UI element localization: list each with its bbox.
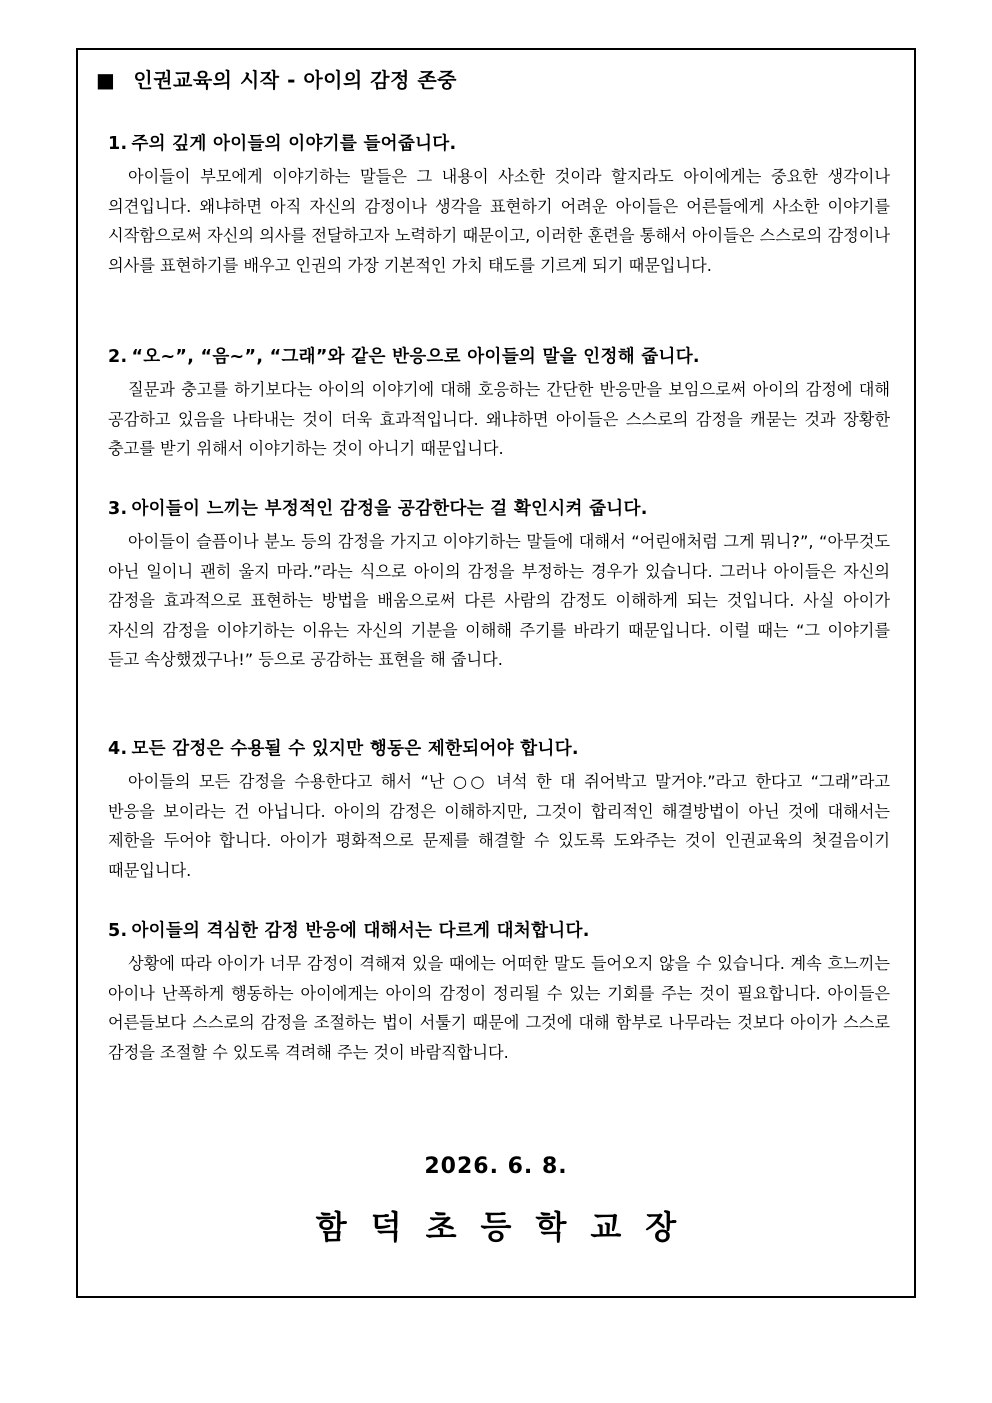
section-body: 질문과 충고를 하기보다는 아이의 이야기에 대해 호응하는 간단한 반응만을 보임으로써 아이의 감정에 대해 공감하고 있음을 나타내는 것이 더욱 효과적입니다. 왜냐하면 아이들은 스스로의 감정을 캐묻는 것과 장황한 충고를 받기 위해서 이야기하는 것이 아니기 때문입니다. (108, 380, 890, 458)
section-body: 아이들이 슬픔이나 분노 등의 감정을 가지고 이야기하는 말들에 대해서 “어린애처럼 그게 뭐니?”, “아무것도 아닌 일이니 괜히 울지 마라.”라는 식으로 아이의 감정을 부정하는 경우가 있습니다. 그러나 아이들은 자신의 감정을 효과적으로 표현하는 방법을 배움으로써 다른 사람의 감정도 이해하게 되는 것입니다. 사실 아이가 자신의 감정을 이야기하는 이유는 자신의 기분을 이해해 주기를 바라기 때문입니다. 이럴 때는 “그 이야기를 듣고 속상했겠구나!” 등으로 공감하는 표현을 해 줍니다. (108, 532, 890, 669)
section-heading-text: 아이들이 느끼는 부정적인 감정을 공감한다는 걸 확인시켜 줍니다. (131, 499, 648, 519)
section-heading (108, 735, 890, 763)
section-heading-text: 모든 감정은 수용될 수 있지만 행동은 제한되어야 합니다. (131, 739, 579, 759)
document-date: 2026. 6. 8. (424, 1154, 568, 1179)
section-body: 아이들이 부모에게 이야기하는 말들은 그 내용이 사소한 것이라 할지라도 아이에게는 중요한 생각이나 의견입니다. 왜냐하면 아직 자신의 감정이나 생각을 표현하기 어려운 아이들은 어른들에게 사소한 이야기를 시작함으로써 자신의 의사를 전달하고자 노력하기 때문이고, 이러한 훈련을 통해서 아이들은 스스로의 감정이나 의사를 표현하기를 배우고 인권의 가장 기본적인 가치 태도를 기르게 되기 때문입니다. (108, 167, 890, 275)
section-heading (108, 495, 890, 523)
section-number: 4. (108, 739, 128, 759)
section-heading-text: 주의 깊게 아이들의 이야기를 들어줍니다. (131, 134, 457, 154)
section-number: 1. (108, 134, 128, 154)
square-bullet-icon: ■ (96, 68, 116, 92)
section-number: 5. (108, 921, 128, 941)
document-title-text: 인권교육의 시작 - 아이의 감정 존중 (133, 68, 458, 92)
section-heading-text: “오~”, “음~”, “그래”와 같은 반응으로 아이들의 말을 인정해 줍니다. (131, 347, 700, 367)
section-heading (108, 130, 890, 158)
section-heading (108, 343, 890, 371)
section-heading (108, 917, 890, 945)
section-heading-text: 아이들의 격심한 감정 반응에 대해서는 다르게 대처합니다. (131, 921, 590, 941)
section-1 (108, 130, 890, 280)
section-body: 상황에 따라 아이가 너무 감정이 격해져 있을 때에는 어떠한 말도 들어오지 않을 수 있습니다. 계속 흐느끼는 아이나 난폭하게 행동하는 아이에게는 아이의 감정이 정리될 수 있는 기회를 주는 것이 필요합니다. 아이들은 어른들보다 스스로의 감정을 조절하는 법이 서툴기 때문에 그것에 대해 함부로 나무라는 것보다 아이가 스스로 감정을 조절할 수 있도록 격려해 주는 것이 바람직합니다. (108, 954, 890, 1062)
section-number: 3. (108, 499, 128, 519)
document-title (96, 64, 457, 93)
section-4 (108, 735, 890, 885)
section-3 (108, 495, 890, 675)
section-body: 아이들의 모든 감정을 수용한다고 해서 “난 ○○ 녀석 한 대 쥐어박고 말거야.”라고 한다고 “그래”라고 반응을 보이라는 건 아닙니다. 아이의 감정은 이해하지만, 그것이 합리적인 해결방법이 아닌 것에 대해서는 제한을 두어야 합니다. 아이가 평화적으로 문제를 해결할 수 있도록 도와주는 것이 인권교육의 첫걸음이기 때문입니다. (108, 772, 890, 880)
signer-name: 함덕초등학교장 (315, 1208, 701, 1246)
letter-frame (76, 48, 916, 1298)
section-2 (108, 343, 890, 464)
section-5 (108, 917, 890, 1067)
section-number: 2. (108, 347, 128, 367)
